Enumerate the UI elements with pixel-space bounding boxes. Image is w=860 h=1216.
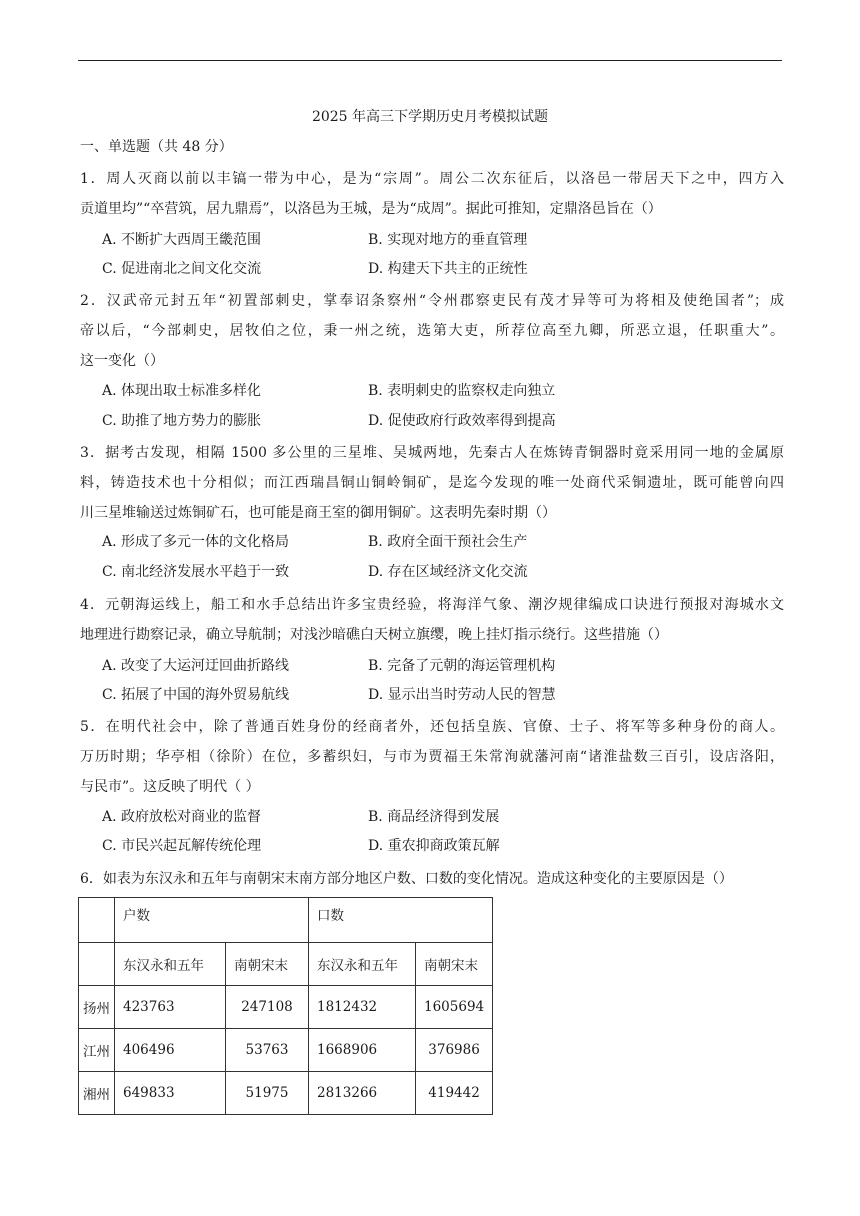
q2-option-a: A. 体现出取士标准多样化 xyxy=(102,383,262,399)
table-cell: 1605694 xyxy=(416,986,493,1029)
q4-option-d: D. 显示出当时劳动人民的智慧 xyxy=(368,687,556,703)
table-sub-header: 东汉永和五年 xyxy=(309,943,416,986)
table-corner-cell xyxy=(79,943,115,986)
table-cell: 53763 xyxy=(226,1029,309,1072)
table-row xyxy=(79,986,493,1029)
table-cell: 247108 xyxy=(226,986,309,1029)
q4-line-2: 地理进行勘察记录，确立导航制；对浅沙暗礁白天树立旗缨，晚上挂灯指示绕行。这些措施（） xyxy=(80,627,668,643)
table-row-region: 扬州 xyxy=(79,986,115,1029)
table-cell: 2813266 xyxy=(309,1072,416,1115)
table-row xyxy=(79,1029,493,1072)
q5-option-d: D. 重农抑商政策瓦解 xyxy=(368,838,500,854)
q5-line-3: 与民市”。这反映了明代（ ） xyxy=(80,779,260,795)
table-cell: 376986 xyxy=(416,1029,493,1072)
table-cell: 419442 xyxy=(416,1072,493,1115)
q2-option-c: C. 助推了地方势力的膨胀 xyxy=(102,413,262,429)
table-cell: 1812432 xyxy=(309,986,416,1029)
table-sub-header-row xyxy=(79,943,493,986)
q3-line-3: 川三星堆输送过炼铜矿石，也可能是商王室的御用铜矿。这表明先秦时期（） xyxy=(80,505,556,521)
table-sub-header: 东汉永和五年 xyxy=(115,943,226,986)
q2-option-d: D. 促使政府行政效率得到提高 xyxy=(368,413,556,429)
q3-option-b: B. 政府全面干预社会生产 xyxy=(368,534,528,550)
table-group-header-row xyxy=(79,898,493,943)
table-cell: 51975 xyxy=(226,1072,309,1115)
page-title: 2025 年高三下学期历史月考模拟试题 xyxy=(311,109,549,125)
table-row-region: 湘州 xyxy=(79,1072,115,1115)
q2-line-3: 这一变化（） xyxy=(80,353,164,369)
table-cell: 649833 xyxy=(115,1072,226,1115)
table-row xyxy=(79,1072,493,1115)
section-heading: 一、单选题（共 48 分） xyxy=(80,139,233,155)
q1-line-2: 贡道里均”“卒营筑，居九鼎焉”，以洛邑为王城，是为“成周”。据此可推知，定鼎洛邑旨在（） xyxy=(80,201,662,217)
q2-line-1: 2．汉武帝元封五年“初置部刺史，掌奉诏条察州“令州郡察吏民有茂才异等可为将相及使绝国者”；成 xyxy=(80,293,784,309)
q4-option-a: A. 改变了大运河迂回曲折路线 xyxy=(102,658,290,674)
q3-line-2: 料，铸造技术也十分相似；而江西瑞昌铜山铜岭铜矿，是迄今发现的唯一处商代采铜遗址，既可能曾向四 xyxy=(80,475,784,491)
table-cell: 423763 xyxy=(115,986,226,1029)
q4-option-c: C. 拓展了中国的海外贸易航线 xyxy=(102,687,290,703)
table-group-header: 户数 xyxy=(115,898,309,943)
q1-line-1: 1．周人灭商以前以丰镐一带为中心，是为“宗周”。周公二次东征后，以洛邑一带居天下之中，四方入 xyxy=(80,171,784,187)
table-corner-cell xyxy=(79,898,115,943)
q1-option-b: B. 实现对地方的垂直管理 xyxy=(368,232,528,248)
table-cell: 1668906 xyxy=(309,1029,416,1072)
q3-option-c: C. 南北经济发展水平趋于一致 xyxy=(102,564,290,580)
q5-line-2: 万历时期；华亭相（徐阶）在位，多蓄织妇，与市为贾福王朱常洵就藩河南“诸淮盐数三百引，设店洛阳， xyxy=(80,749,784,765)
q3-option-d: D. 存在区域经济文化交流 xyxy=(368,564,528,580)
q5-line-1: 5．在明代社会中，除了普通百姓身份的经商者外，还包括皇族、官僚、士子、将军等多种身份的商人。 xyxy=(80,719,784,735)
q1-option-c: C. 促进南北之间文化交流 xyxy=(102,261,262,277)
q2-line-2: 帝以后，“今部刺史，居牧伯之位，秉一州之统，选第大吏，所荐位高至九卿，所恶立退，任职重大”。 xyxy=(80,323,784,339)
table-cell: 406496 xyxy=(115,1029,226,1072)
q4-option-b: B. 完备了元朝的海运管理机构 xyxy=(368,658,556,674)
table-row-region: 江州 xyxy=(79,1029,115,1072)
table-sub-header: 南朝宋末 xyxy=(226,943,309,986)
q3-line-1: 3．据考古发现，相隔 1500 多公里的三星堆、吴城两地，先秦古人在炼铸青铜器时竟采用同一地的金属原 xyxy=(80,445,784,461)
q1-option-d: D. 构建天下共主的正统性 xyxy=(368,261,528,277)
q5-option-a: A. 政府放松对商业的监督 xyxy=(102,809,262,825)
table-group-header: 口数 xyxy=(309,898,493,943)
q5-option-b: B. 商品经济得到发展 xyxy=(368,809,500,825)
top-rule xyxy=(78,60,782,61)
q3-option-a: A. 形成了多元一体的文化格局 xyxy=(102,534,290,550)
table-sub-header: 南朝宋末 xyxy=(416,943,493,986)
q4-line-1: 4．元朝海运线上，船工和水手总结出许多宝贵经验，将海洋气象、潮汐规律编成口诀进行预报对海城水文 xyxy=(80,597,784,613)
q6-line-1: 6．如表为东汉永和五年与南朝宋末南方部分地区户数、口数的变化情况。造成这种变化的主要原因是（） xyxy=(80,871,733,887)
population-table xyxy=(78,897,493,1115)
q5-option-c: C. 市民兴起瓦解传统伦理 xyxy=(102,838,262,854)
q2-option-b: B. 表明刺史的监察权走向独立 xyxy=(368,383,556,399)
q1-option-a: A. 不断扩大西周王畿范围 xyxy=(102,232,262,248)
